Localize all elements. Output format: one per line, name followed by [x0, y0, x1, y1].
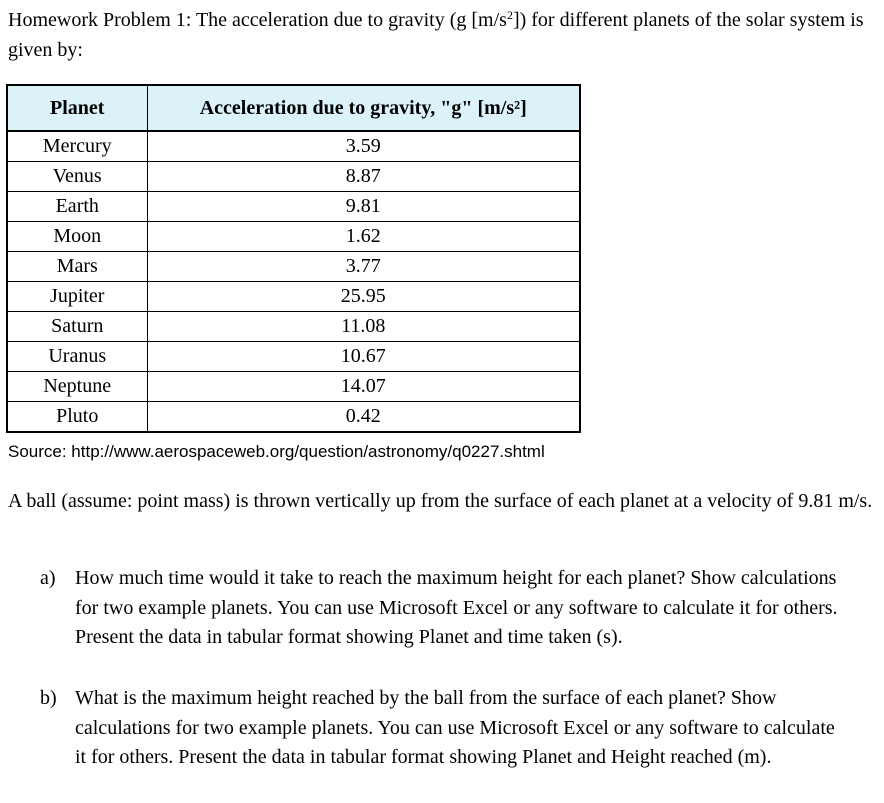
planet-cell: Mars: [7, 252, 147, 282]
table-row: [7, 402, 580, 433]
table-row: [7, 372, 580, 402]
planet-column-header: Planet: [7, 85, 147, 131]
table-row: [7, 192, 580, 222]
gravity-cell: 3.59: [147, 131, 580, 162]
gravity-cell: 25.95: [147, 282, 580, 312]
planet-cell: Earth: [7, 192, 147, 222]
gravity-table: [6, 84, 581, 433]
planet-cell: Uranus: [7, 342, 147, 372]
gravity-cell: 3.77: [147, 252, 580, 282]
question-b: [40, 684, 840, 773]
gravity-cell: 0.42: [147, 402, 580, 433]
intro-text-end: ]) for different planets of the solar system is given by:: [8, 9, 864, 61]
gravity-cell: 14.07: [147, 372, 580, 402]
planet-cell: Saturn: [7, 312, 147, 342]
table-header-row: [7, 85, 580, 131]
problem-statement: A ball (assume: point mass) is thrown vertically up from the surface of each planet at a velocity of 9.81 m/s.: [8, 490, 873, 512]
intro-superscript: 2: [506, 8, 513, 22]
gravity-cell: 9.81: [147, 192, 580, 222]
intro-text-start: Homework Problem 1: The acceleration due to gravity (g [m/s: [8, 9, 507, 31]
question-a: [40, 564, 840, 653]
gravity-column-header: Acceleration due to gravity, "g" [m/s²]: [147, 85, 580, 131]
gravity-cell: 8.87: [147, 162, 580, 192]
table-row: [7, 222, 580, 252]
table-row: [7, 131, 580, 162]
gravity-cell: 1.62: [147, 222, 580, 252]
question-text: How much time would it take to reach the maximum height for each planet? Show calculations for two example planets. You can use Microsoft Excel or any software to calculate it for others. Present the data in tabular format showing Planet and time taken (s).: [75, 567, 838, 648]
planet-cell: Neptune: [7, 372, 147, 402]
table-row: [7, 342, 580, 372]
planet-cell: Jupiter: [7, 282, 147, 312]
table-row: [7, 252, 580, 282]
problem-intro: [8, 5, 876, 65]
question-text: What is the maximum height reached by the ball from the surface of each planet? Show calculations for two example planets. You can use Microsoft Excel or any software to calculate it for others. Present the data in tabular format showing Planet and Height reached (m).: [75, 687, 835, 768]
planet-cell: Pluto: [7, 402, 147, 433]
question-label: b): [40, 687, 57, 709]
planet-cell: Moon: [7, 222, 147, 252]
planet-cell: Mercury: [7, 131, 147, 162]
table-row: [7, 282, 580, 312]
source-citation: Source: http://www.aerospaceweb.org/question/astronomy/q0227.shtml: [8, 442, 545, 461]
table-row: [7, 312, 580, 342]
gravity-cell: 10.67: [147, 342, 580, 372]
gravity-cell: 11.08: [147, 312, 580, 342]
question-label: a): [40, 567, 56, 589]
table-row: [7, 162, 580, 192]
planet-cell: Venus: [7, 162, 147, 192]
